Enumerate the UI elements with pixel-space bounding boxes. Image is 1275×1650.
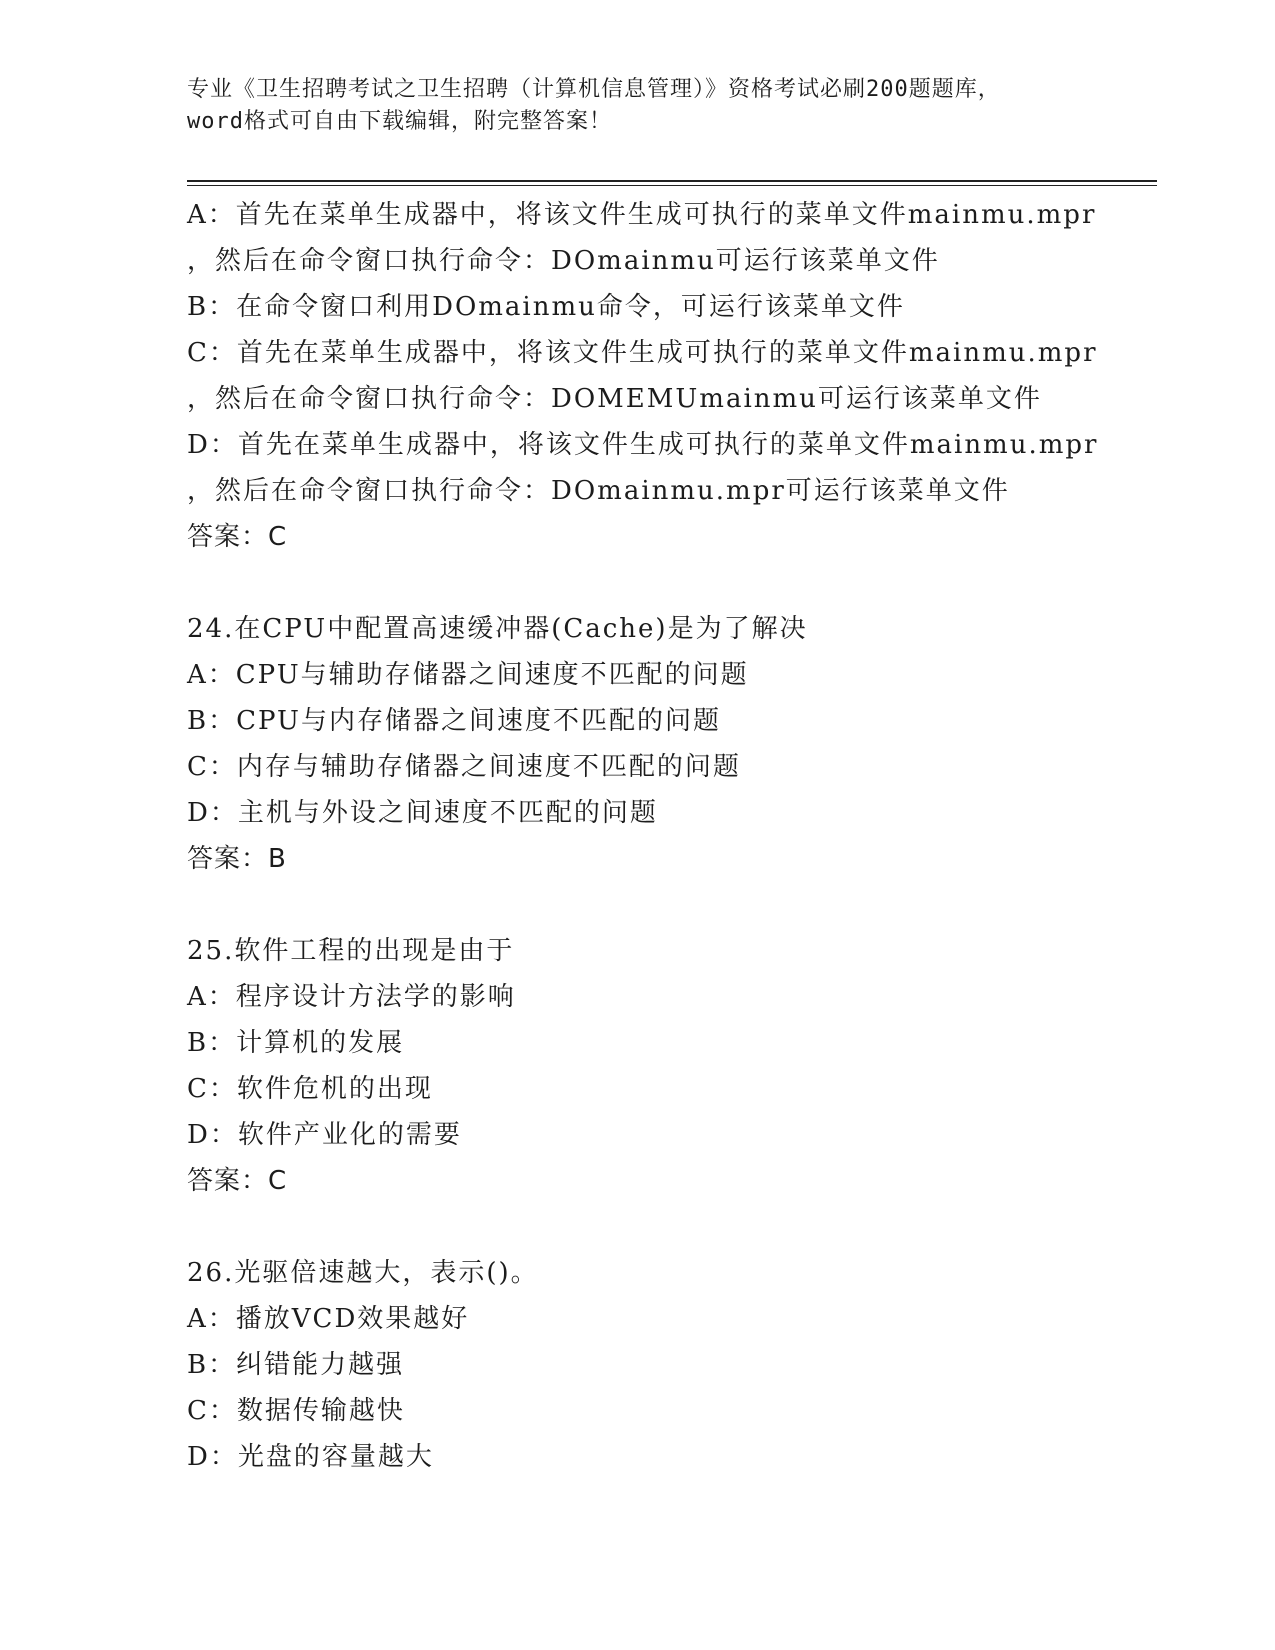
option-line: D：首先在菜单生成器中，将该文件生成可执行的菜单文件mainmu.mpr — [187, 430, 1099, 460]
option-line: B：CPU与内存储器之间速度不匹配的问题 — [187, 706, 721, 736]
question-block — [187, 1250, 1187, 1480]
question-stem: 24.在CPU中配置高速缓冲器(Cache)是为了解决 — [187, 614, 808, 644]
option-line: C：首先在菜单生成器中，将该文件生成可执行的菜单文件mainmu.mpr — [187, 338, 1098, 368]
header-title-line-1: 专业《卫生招聘考试之卫生招聘（计算机信息管理）》资格考试必刷200题题库， — [187, 77, 1001, 102]
option-line: A：程序设计方法学的影响 — [187, 982, 516, 1012]
question-list — [187, 192, 1187, 1480]
option-line: A：播放VCD效果越好 — [187, 1304, 470, 1334]
header-title-line-2: word格式可自由下载编辑，附完整答案！ — [187, 109, 612, 134]
answer-line: 答案：B — [187, 844, 287, 874]
header-divider-thick — [187, 180, 1157, 182]
option-line: D：光盘的容量越大 — [187, 1442, 434, 1472]
question-block — [187, 606, 1187, 882]
question-stem: 26.光驱倍速越大，表示()。 — [187, 1258, 539, 1288]
answer-line: 答案：C — [187, 1166, 288, 1196]
question-block — [187, 928, 1187, 1204]
question-stem: 25.软件工程的出现是由于 — [187, 936, 515, 966]
option-line: A：首先在菜单生成器中，将该文件生成可执行的菜单文件mainmu.mpr — [187, 200, 1097, 230]
option-line: ，然后在命令窗口执行命令：DOmainmu.mpr可运行该菜单文件 — [187, 476, 1010, 506]
option-line: B：在命令窗口利用DOmainmu命令，可运行该菜单文件 — [187, 292, 905, 322]
option-line: C：数据传输越快 — [187, 1396, 405, 1426]
option-line: D：主机与外设之间速度不匹配的问题 — [187, 798, 658, 828]
answer-line: 答案：C — [187, 522, 288, 552]
option-line: C：内存与辅助存储器之间速度不匹配的问题 — [187, 752, 741, 782]
option-line: B：纠错能力越强 — [187, 1350, 405, 1380]
document-header — [187, 74, 1087, 138]
option-line: ，然后在命令窗口执行命令：DOMEMUmainmu可运行该菜单文件 — [187, 384, 1042, 414]
option-line: B：计算机的发展 — [187, 1028, 405, 1058]
option-line: ，然后在命令窗口执行命令：DOmainmu可运行该菜单文件 — [187, 246, 940, 276]
header-divider-thin — [187, 185, 1157, 186]
option-line: C：软件危机的出现 — [187, 1074, 433, 1104]
option-line: A：CPU与辅助存储器之间速度不匹配的问题 — [187, 660, 749, 690]
option-line: D：软件产业化的需要 — [187, 1120, 462, 1150]
question-block — [187, 192, 1187, 560]
